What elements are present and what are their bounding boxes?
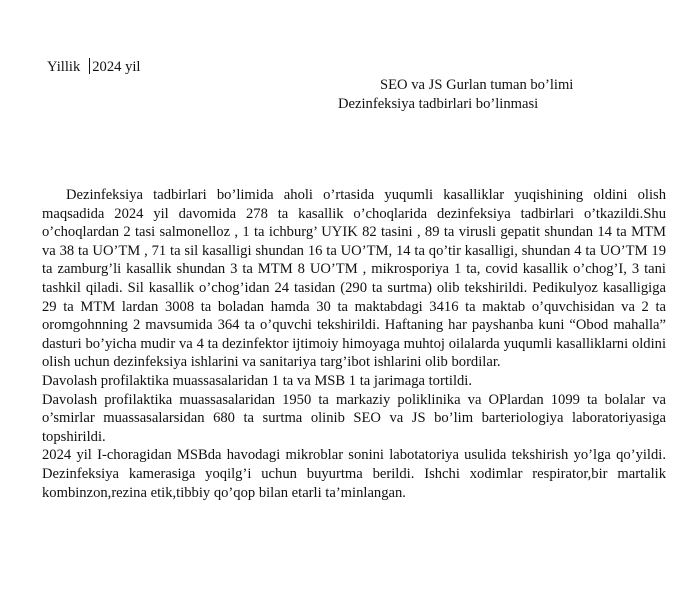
paragraph-fines: Davolash profilaktika muassasalaridan 1 ta va MSB 1 ta jarimaga tortildi. — [42, 372, 473, 389]
year-value: 2024 yil — [92, 59, 141, 75]
text-cursor — [89, 58, 90, 74]
department-name: Dezinfeksiya tadbirlari bo’linmasi — [338, 96, 539, 112]
report-period — [47, 58, 141, 76]
year-label: Yillik — [47, 59, 81, 75]
organization-name: SEO va JS Gurlan tuman bo’limi — [380, 77, 574, 93]
paragraph-samples: Davolash profilaktika muassasalaridan 1950 ta markaziy poliklinika va OPlardan 1099 ta bolalar va o’smirlar muassasalarsidan 680 ta surtma olinib SEO va JS bo’lim barteriologiya laboratoriyasiga topshirildi. — [42, 391, 666, 445]
paragraph-lab-and-supplies: 2024 yil I-choragidan MSBda havodagi mikroblar sonini labotatoriya usulida tekshirish yo’lga qo’yildi. Dezinfeksiya kamerasiga yoqilg’i uchun buyurtma berildi. Ishchi xodimlar respirator,bir martalik kombinzon,rezina etik,tibbiy qo’qop bilan etarli ta’minlangan. — [42, 447, 666, 501]
paragraph-disinfection-summary: Dezinfeksiya tadbirlari bo’limida aholi o’rtasida yuqumli kasalliklar yuqishining oldini olish maqsadida 2024 yil davomida 278 ta kasallik o’choqlarida dezinfeksiya tadbirlari o’tkazildi.Shu o’choqlardan 2 tasi salmonelloz , 1 ta ichburg’ UYIK 82 tasini , 89 ta virusli gepatit shundan 14 ta MTM va 38 ta UO’TM , 71 ta sil kasalligi shundan 16 ta UO’TM, 14 ta qo’tir kasalligi, shundan 4 ta UO’TM 19 ta zamburg’li kasallik shundan 3 ta MTM 8 UO’TM , mikrosporiya 1 ta, covid kasallik o’chog’I, 3 tani tashkil qiladi. Sil kasallik o’chog’idan 24 tasidan (290 ta surtma) olib tekshirildi. Pedikulyoz kasalligiga 29 ta MTM lardan 3008 ta boladan hamda 30 ta maktabdagi 3416 ta maktab o’quvchisidan va 2 ta oromgohnning 2 mavsumida 364 ta o’quvchi tekshirildi. Haftaning har payshanba kuni “Obod mahalla” dasturi bo’yicha mudir va 4 ta dezinfektor ijtimoiy himoyaga muhtoj oilalarda yuqumli kasalliklarni oldini olish uchun dezinfeksiya ishlarini va sanitariya targ’ibot ishlarini olib bordilar. — [42, 187, 666, 371]
report-body — [42, 186, 666, 502]
